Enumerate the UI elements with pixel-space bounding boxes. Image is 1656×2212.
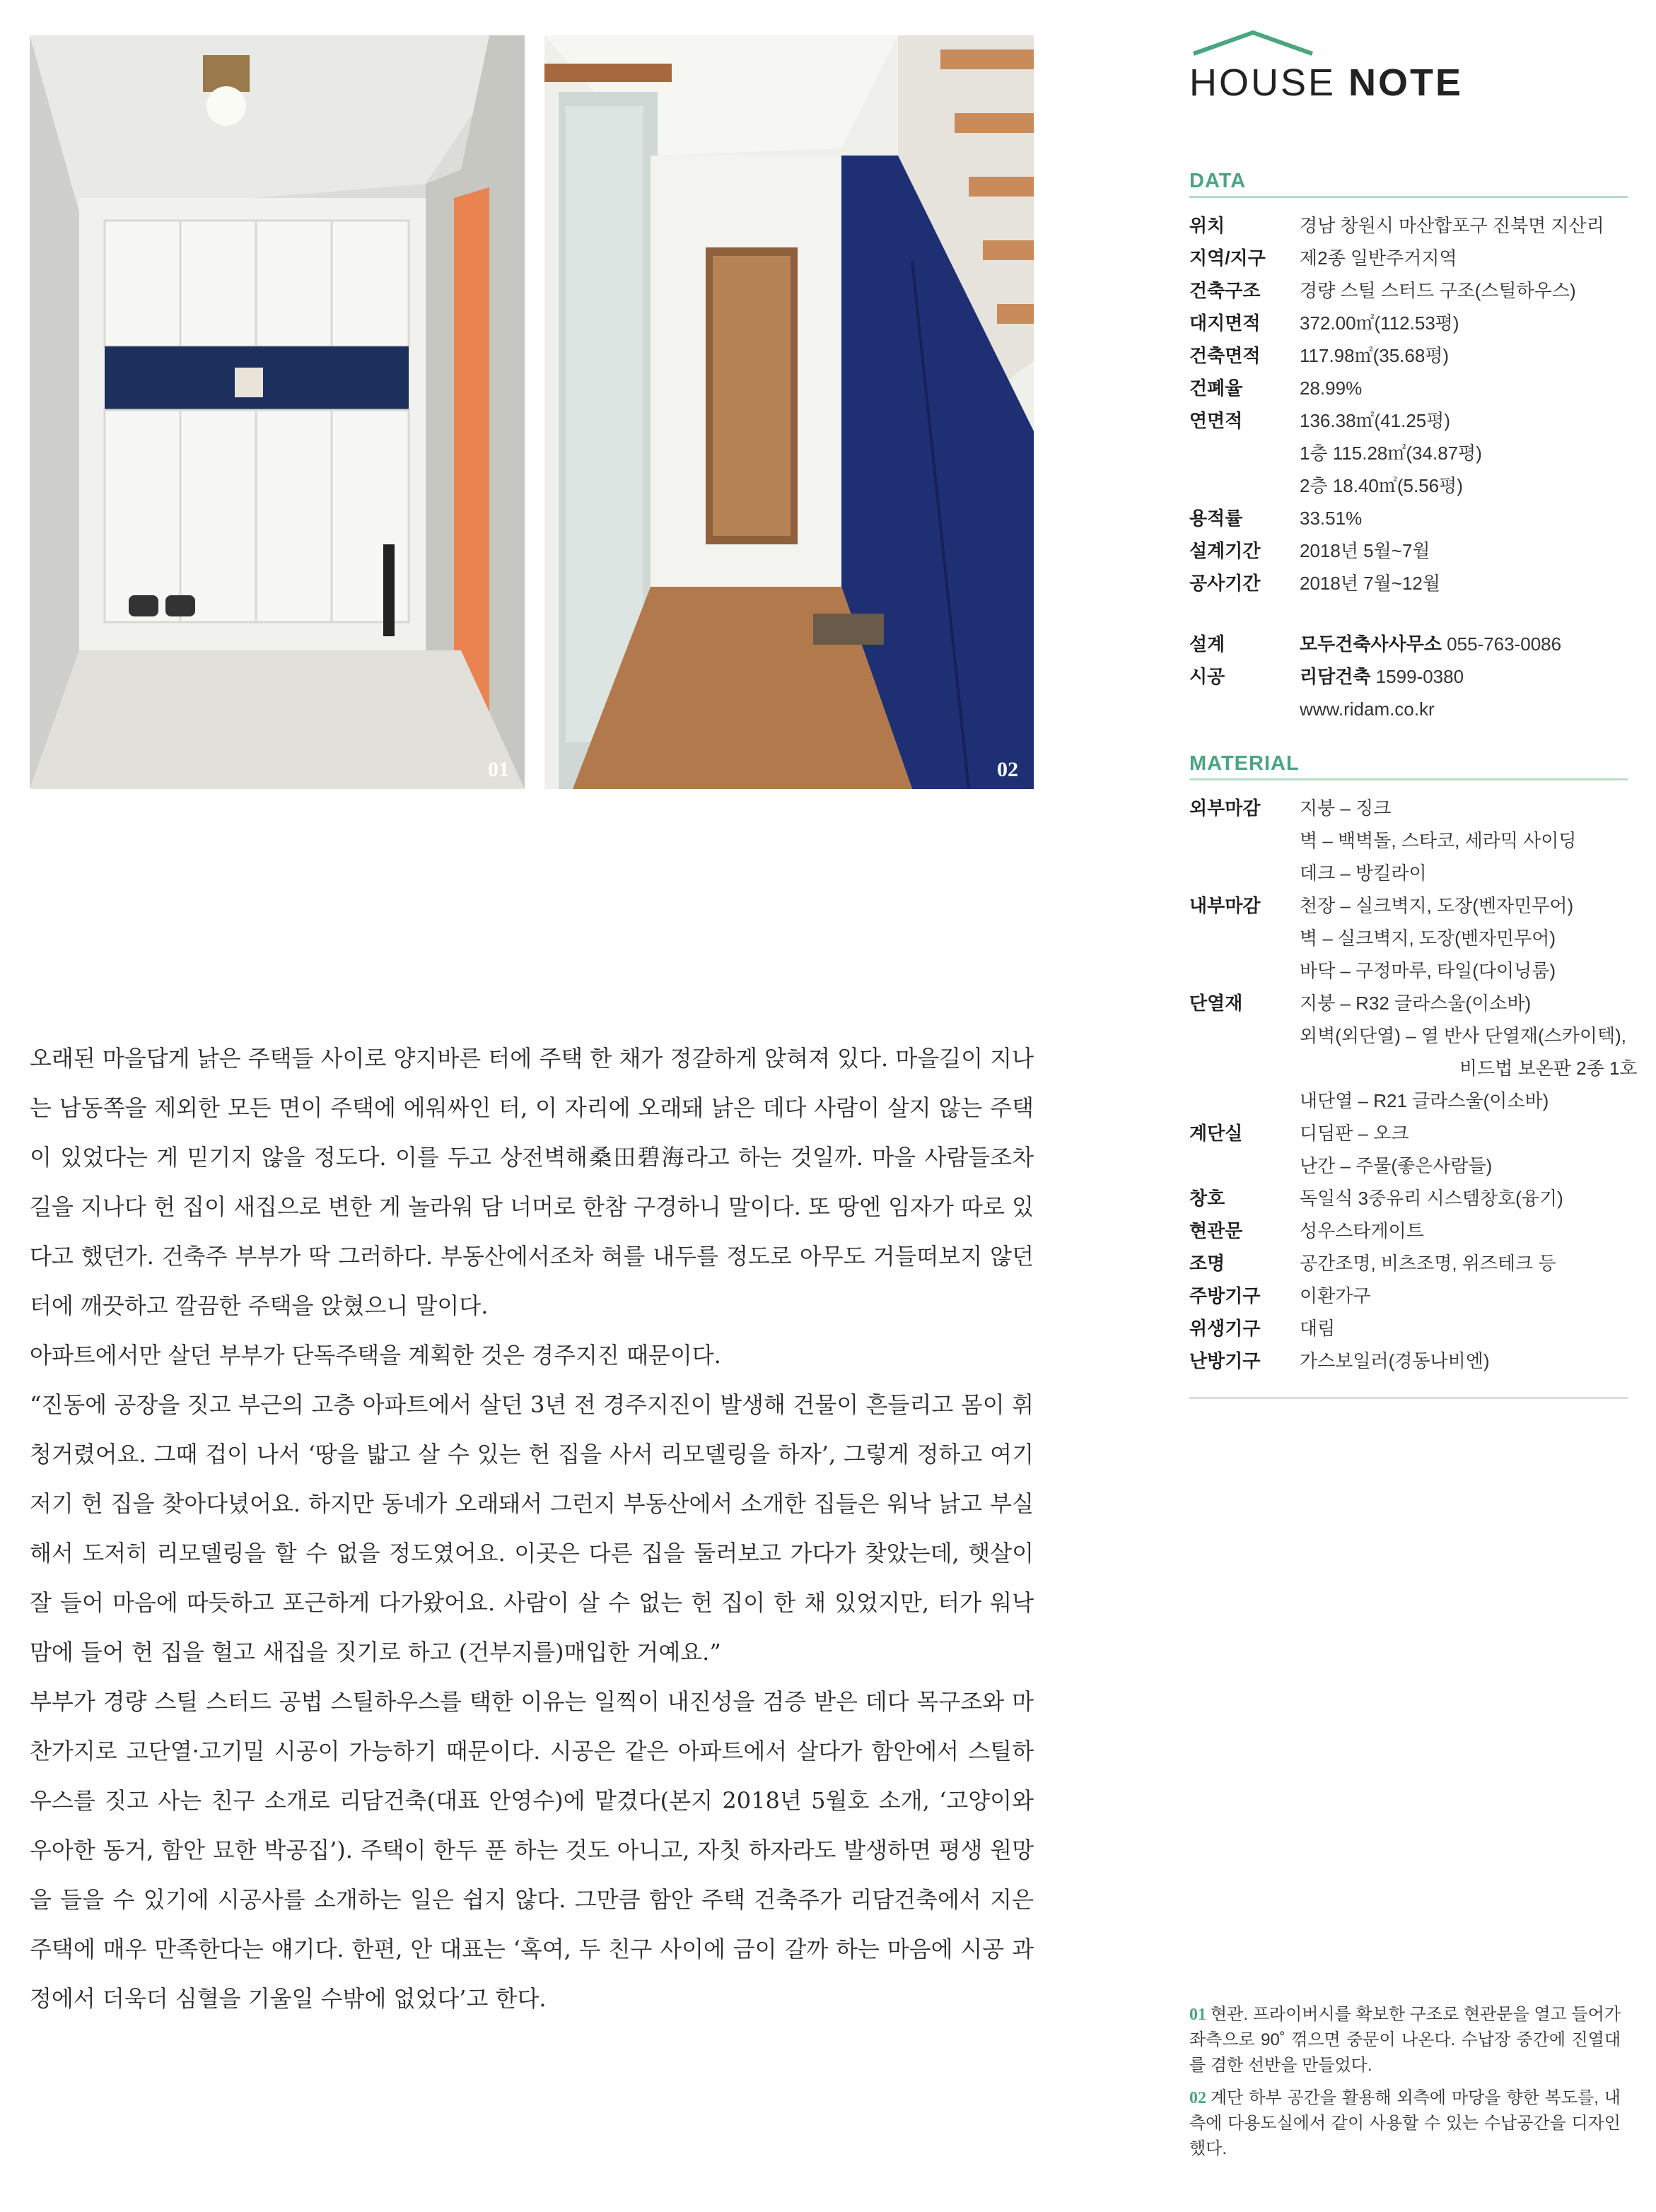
material-row-value: 내단열 – R21 글라스울(이소바) xyxy=(1300,1090,1549,1111)
material-row-key xyxy=(1189,1084,1300,1117)
material-row-key: 단열재 xyxy=(1189,993,1243,1014)
data-row-key: 용적률 xyxy=(1189,508,1243,529)
material-row-key: 외부마감 xyxy=(1189,797,1261,819)
material-row-value: 독일식 3중유리 시스템창호(융기) xyxy=(1300,1188,1563,1209)
material-row-value: 지붕 – R32 글라스울(이소바) xyxy=(1300,993,1532,1014)
data-row-value: 372.00㎡(112.53평) xyxy=(1300,312,1459,334)
material-row-value: 데크 – 방킬라이 xyxy=(1300,862,1427,884)
builder-row xyxy=(1189,660,1628,693)
logo-text xyxy=(1189,61,1463,105)
house-note-logo xyxy=(1189,28,1628,113)
logo-word-house: HOUSE xyxy=(1189,62,1349,104)
material-row xyxy=(1189,987,1628,1019)
data-row xyxy=(1189,242,1628,274)
builder-url[interactable]: www.ridam.co.kr xyxy=(1300,698,1435,720)
photo-number: 01 xyxy=(488,758,509,781)
material-row xyxy=(1189,1052,1638,1084)
data-row xyxy=(1189,437,1628,469)
material-row-key xyxy=(1189,857,1300,889)
material-row-value: 성우스타게이트 xyxy=(1300,1220,1424,1241)
data-row-value: 경남 창원시 마산합포구 진북면 지산리 xyxy=(1300,215,1604,236)
data-row-key: 위치 xyxy=(1189,215,1225,236)
hallway-photo xyxy=(544,35,1034,789)
material-row xyxy=(1189,857,1628,889)
caption-number: 02 xyxy=(1189,2089,1206,2107)
data-row xyxy=(1189,339,1628,372)
material-row-value: 바닥 – 구정마루, 타일(다이닝룸) xyxy=(1300,960,1556,981)
material-row-key: 내부마감 xyxy=(1189,895,1261,916)
data-row-value: 28.99% xyxy=(1300,378,1363,399)
material-row xyxy=(1189,1280,1628,1312)
material-row-value: 난간 – 주물(좋은사람들) xyxy=(1300,1155,1493,1176)
caption-number: 01 xyxy=(1189,2006,1206,2024)
caption-02 xyxy=(1189,2085,1621,2162)
data-row-value: 1층 115.28㎡(34.87평) xyxy=(1300,443,1482,464)
data-row-value: 2018년 5월~7월 xyxy=(1300,540,1430,561)
data-row-key: 건축구조 xyxy=(1189,280,1261,301)
entrance-illustration xyxy=(30,35,525,789)
caption-01 xyxy=(1189,2002,1621,2078)
data-row xyxy=(1189,469,1628,502)
house-roof-icon xyxy=(1189,28,1317,57)
data-row-value: 경량 스틸 스터드 구조(스틸하우스) xyxy=(1300,280,1576,301)
data-row xyxy=(1189,307,1628,339)
material-row-value: 지붕 – 징크 xyxy=(1300,797,1392,819)
article-paragraph: 아파트에서만 살던 부부가 단독주택을 계획한 것은 경주지진 때문이다. xyxy=(30,1342,721,1369)
material-row-value: 벽 – 백벽돌, 스타코, 세라믹 사이딩 xyxy=(1300,830,1577,851)
article-paragraph: “진동에 공장을 짓고 부근의 고층 아파트에서 살던 3년 전 경주지진이 발생해 건물이 흔들리고 몸이 휘청거렸어요. 그때 겁이 나서 ‘땅을 밟고 살 수 있는 헌 집을 사서 리모델링을 하자’, 그렇게 정하고 여기저기 헌 집을 찾아다녔어요. 하지만 동네가 오래돼서 그런지 부동산에서 소개한 집들은 워낙 낡고 부실해서 도저히 리모델링을 할 수 없을 정도였어요. 이곳은 다른 집을 둘러보고 가다가 찾았는데, 햇살이 잘 들어 마음에 따듯하고 포근하게 다가왔어요. 사람이 살 수 없는 헌 집이 한 채 있었지만, 터가 워낙 맘에 들어 헌 집을 헐고 새집을 짓기로 하고 (건부지를)매입한 거예요.” xyxy=(30,1391,1034,1666)
section-divider xyxy=(1189,1397,1628,1399)
entrance-photo xyxy=(30,35,525,789)
photo-captions xyxy=(1189,2002,1621,2169)
design-row xyxy=(1189,628,1628,660)
data-row-key: 설계기간 xyxy=(1189,540,1261,561)
builder-url-row xyxy=(1189,693,1628,725)
material-row-key: 위생기구 xyxy=(1189,1318,1261,1339)
data-row-value: 136.38㎡(41.25평) xyxy=(1300,410,1451,431)
data-row xyxy=(1189,404,1628,437)
data-row xyxy=(1189,274,1628,307)
material-row xyxy=(1189,1117,1628,1149)
material-row-key xyxy=(1189,1149,1300,1182)
data-row xyxy=(1189,567,1628,599)
material-row-key xyxy=(1189,824,1300,857)
material-section-title: MATERIAL xyxy=(1189,752,1628,780)
data-row-key: 건축면적 xyxy=(1189,345,1261,366)
material-row-key xyxy=(1189,1019,1300,1052)
material-row-key: 창호 xyxy=(1189,1188,1225,1209)
data-section-title: DATA xyxy=(1189,170,1628,198)
data-row-key: 건폐율 xyxy=(1189,378,1243,399)
data-row-value: 117.98㎡(35.68평) xyxy=(1300,345,1450,366)
builder-label: 시공 xyxy=(1189,666,1225,687)
data-row-key xyxy=(1189,469,1300,502)
material-row-value: 공간조명, 비츠조명, 위즈테크 등 xyxy=(1300,1253,1556,1274)
material-list xyxy=(1189,792,1638,1377)
data-row-value: 제2종 일반주거지역 xyxy=(1300,247,1457,269)
data-row-key: 대지면적 xyxy=(1189,312,1261,334)
material-row xyxy=(1189,792,1628,824)
material-row-key: 주방기구 xyxy=(1189,1285,1261,1306)
data-row-key: 지역/지구 xyxy=(1189,247,1266,269)
material-row xyxy=(1189,889,1628,922)
material-row-key xyxy=(1189,1052,1300,1084)
logo-word-note: NOTE xyxy=(1348,62,1464,104)
material-row-value: 이환가구 xyxy=(1300,1285,1371,1306)
material-row-value: 대림 xyxy=(1300,1318,1336,1339)
data-row-key: 공사기간 xyxy=(1189,573,1261,594)
data-row-value: 33.51% xyxy=(1300,508,1363,529)
data-list xyxy=(1189,209,1628,599)
data-row-value: 2층 18.40㎡(5.56평) xyxy=(1300,475,1463,496)
house-note-sidebar xyxy=(1189,28,1638,1399)
design-firm: 모두건축사사무소 xyxy=(1300,633,1442,655)
data-row-value: 2018년 7월~12월 xyxy=(1300,573,1440,594)
material-row-key xyxy=(1189,922,1300,954)
material-row xyxy=(1189,1149,1628,1182)
material-row xyxy=(1189,1019,1628,1052)
article-body xyxy=(30,1034,1034,2023)
material-row-value: 외벽(외단열) – 열 반사 단열재(스카이텍), xyxy=(1300,1025,1626,1046)
material-row-key: 계단실 xyxy=(1189,1123,1243,1144)
design-phone: 055-763-0086 xyxy=(1447,633,1562,655)
builder-firm: 리담건축 xyxy=(1300,666,1371,687)
data-row xyxy=(1189,534,1628,567)
material-row-value: 디딤판 – 오크 xyxy=(1300,1123,1409,1144)
material-row-key xyxy=(1189,954,1300,987)
caption-text: 계단 하부 공간을 활용해 외측에 마당을 향한 복도를, 내측에 다용도실에서 같이 사용할 수 있는 수납공간을 디자인했다. xyxy=(1189,2088,1621,2158)
hallway-illustration xyxy=(544,35,1034,789)
data-row xyxy=(1189,372,1628,404)
material-row-value: 천장 – 실크벽지, 도장(벤자민무어) xyxy=(1300,895,1574,916)
data-row xyxy=(1189,502,1628,534)
data-row-key: 연면적 xyxy=(1189,410,1243,431)
caption-text: 현관. 프라이버시를 확보한 구조로 현관문을 열고 들어가 좌측으로 90˚ 꺾으면 중문이 나온다. 수납장 중간에 진열대를 겸한 선반을 만들었다. xyxy=(1189,2005,1621,2075)
material-row xyxy=(1189,1182,1628,1215)
material-row xyxy=(1189,824,1628,857)
material-row xyxy=(1189,1247,1628,1280)
article-paragraph: 부부가 경량 스틸 스터드 공법 스틸하우스를 택한 이유는 일찍이 내진성을 검증 받은 데다 목구조와 마찬가지로 고단열·고기밀 시공이 가능하기 때문이다. 시공은 같은 아파트에서 살다가 함안에서 스틸하우스를 짓고 사는 친구 소개로 리담건축(대표 안영수)에 맡겼다(본지 2018년 5월호 소개, ‘고양이와 우아한 동거, 함안 묘한 박공집’). 주택이 한두 푼 하는 것도 아니고, 자칫 하자라도 발생하면 평생 원망을 들을 수 있기에 시공사를 소개하는 일은 쉽지 않다. 그만큼 함안 주택 건축주가 리담건축에서 지은 주택에 매우 만족한다는 얘기다. 한편, 안 대표는 ‘혹여, 두 친구 사이에 금이 갈까 하는 마음에 시공 과정에서 더욱더 심혈을 기울일 수밖에 없었다’고 한다. xyxy=(30,1688,1034,2012)
material-row xyxy=(1189,922,1628,954)
material-row-key: 조명 xyxy=(1189,1253,1225,1274)
data-row-key xyxy=(1189,437,1300,469)
material-row-value: 벽 – 실크벽지, 도장(벤자민무어) xyxy=(1300,927,1556,949)
article-paragraph: 오래된 마을답게 낡은 주택들 사이로 양지바른 터에 주택 한 채가 정갈하게 앉혀져 있다. 마을길이 지나는 남동쪽을 제외한 모든 면이 주택에 에워싸인 터, 이 자리에 오래돼 낡은 데다 사람이 살지 않는 주택이 있었다는 게 믿기지 않을 정도다. 이를 두고 상전벽해桑田碧海라고 하는 것일까. 마을 사람들조차 길을 지나다 헌 집이 새집으로 변한 게 놀라워 담 너머로 한참 구경하니 말이다. 또 땅엔 임자가 따로 있다고 했던가. 건축주 부부가 딱 그러하다. 부동산에서조차 혀를 내두를 정도로 아무도 거들떠보지 않던 터에 깨끗하고 깔끔한 주택을 앉혔으니 말이다. xyxy=(30,1045,1034,1319)
material-row-key: 난방기구 xyxy=(1189,1350,1261,1371)
material-row xyxy=(1189,1345,1628,1377)
material-row xyxy=(1189,1312,1628,1345)
builder-phone: 1599-0380 xyxy=(1375,666,1464,687)
material-row-value: 비드법 보온판 2종 1호 xyxy=(1459,1058,1638,1079)
data-row xyxy=(1189,209,1628,242)
design-label: 설계 xyxy=(1189,633,1225,655)
material-row xyxy=(1189,1215,1628,1247)
material-row-key: 현관문 xyxy=(1189,1220,1243,1241)
material-row xyxy=(1189,954,1628,987)
material-row-value: 가스보일러(경동나비엔) xyxy=(1300,1350,1490,1371)
material-row xyxy=(1189,1084,1628,1117)
photo-number: 02 xyxy=(997,758,1018,781)
